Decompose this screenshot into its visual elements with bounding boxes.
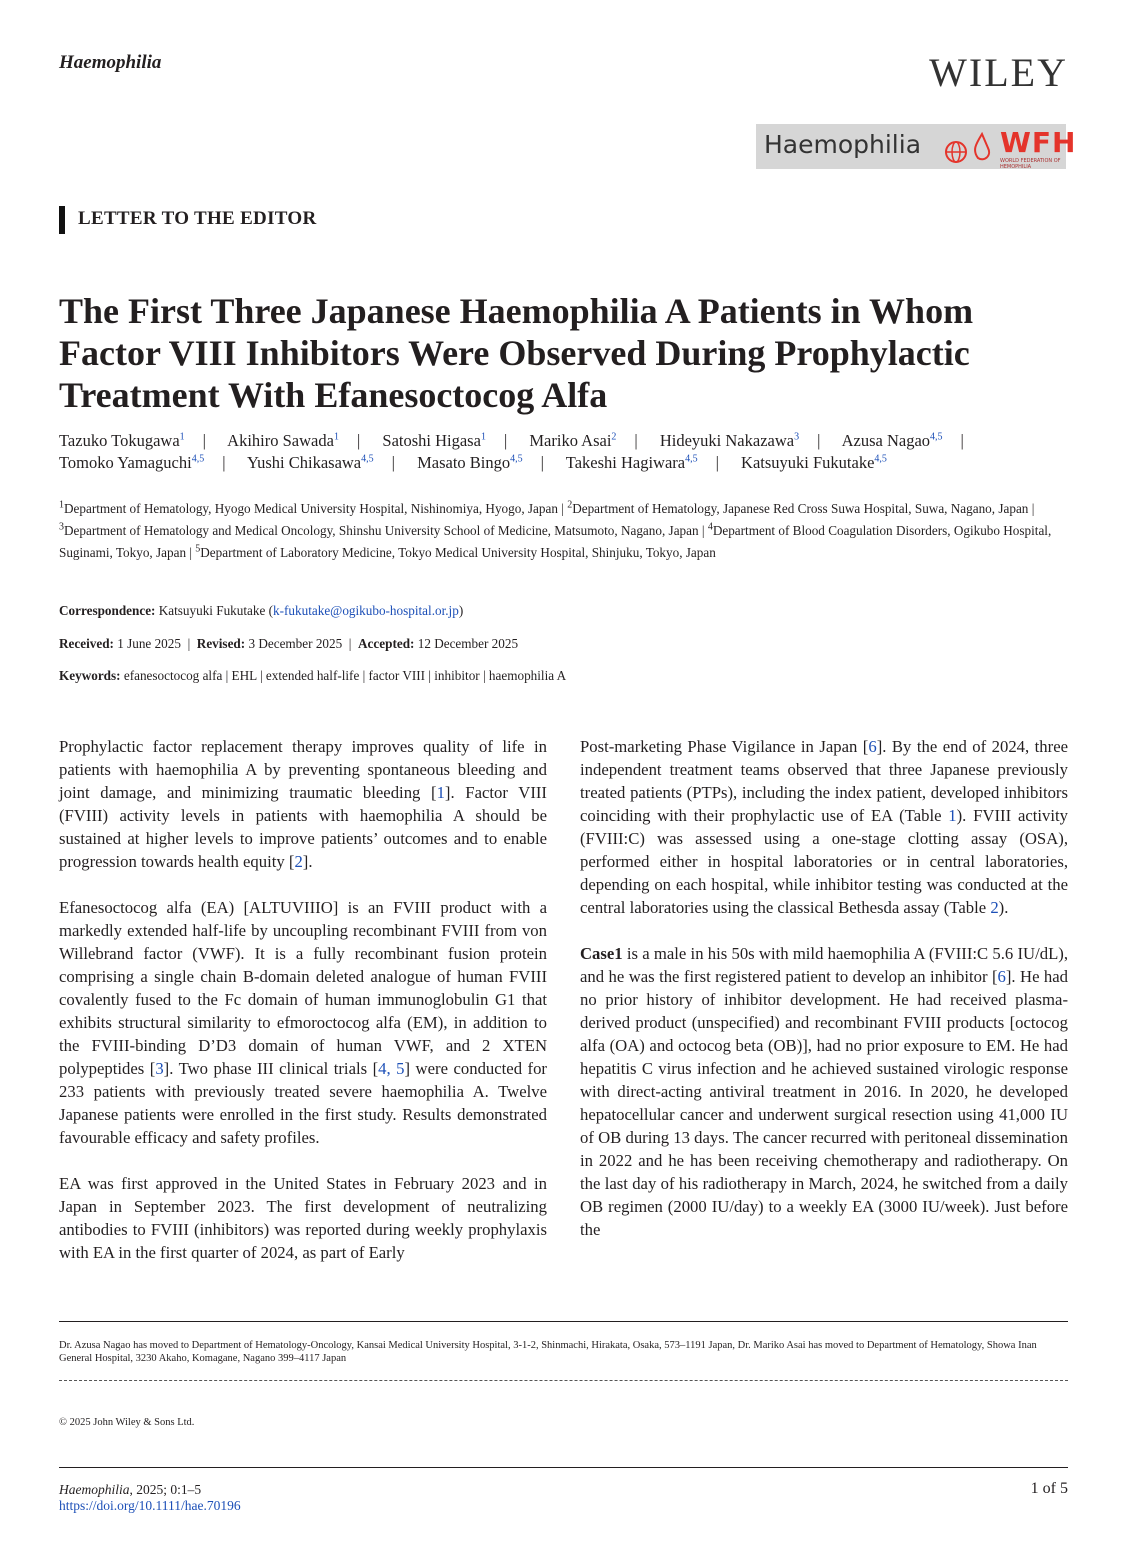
copyright-notice: © 2025 John Wiley & Sons Ltd. xyxy=(59,1417,195,1428)
banner-small-text: WORLD FEDERATION OF HEMOPHILIA xyxy=(1000,158,1061,170)
citation-link[interactable]: 2 xyxy=(294,852,303,871)
page-number: 1 of 5 xyxy=(1030,1480,1068,1497)
correspondence-email-link[interactable]: k-fukutake@ogikubo-hospital.or.jp xyxy=(273,603,459,618)
author[interactable]: Takeshi Hagiwara$^{4,5}$ xyxy=(565,453,698,472)
affiliation: $^1$Department of Hematology, Hyogo Medical University Hospital, Nishinomiya, Hyogo, Japan xyxy=(59,499,558,516)
article-dates: Received: 1 June 2025 | Revised: 3 December 2025 | Accepted: 12 December 2025 xyxy=(59,636,519,651)
paragraph: EA was first approved in the United States in February 2023 and in Japan in September 2023. The first development of neutralizing antibodies to FVIII (inhibitors) was reported during weekly prophylaxis with EA in the first quarter of 2024, as part of Early xyxy=(59,1174,547,1262)
paragraph: Efanesoctocog alfa (EA) [ALTUVIIIO] is an FVIII product with a markedly extended half-life by uncoupling recombinant FVIII from von Willebrand factor (VWF). It is a fully recombinant fusion protein comprising a single chain B-domain deleted analogue of human FVIII covalently fused to the Fc domain of human immunoglobulin G1 that exhibits structural similarity to efmoroctocog alfa (EM), in addition to the FVIII-binding D’D3 domain of human VWF, and 2 XTEN polypeptides [3]. Two phase III clinical trials [4, 5] were conducted for 233 patients with previously treated severe haemophilia A. Twelve Japanese patients were enrolled in the first study. Results demonstrated favourable efficacy and safety profiles. xyxy=(59,898,547,1147)
article-type-label: LETTER TO THE EDITOR xyxy=(78,208,317,229)
table-link[interactable]: 1 xyxy=(948,806,957,825)
paragraph: Post-marketing Phase Vigilance in Japan [6]. By the end of 2024, three independent treatment teams observed that three Japanese previously treated patients (PTPs), including the index patient, developed inhibitors coinciding with their prophylactic use of EA (Table 1). FVIII activity (FVIII:C) was assessed using a one-stage clotting assay (OSA), performed either in hospital laboratories or in central laboratories, depending on each hospital, while inhibitor testing was conducted at the central laboratories using the classical Bethesda assay (Table 2). xyxy=(580,737,1069,917)
author[interactable]: Yushi Chikasawa$^{4,5}$ xyxy=(247,453,374,472)
journal-name: Haemophilia xyxy=(59,52,162,73)
citation-link[interactable]: 1 xyxy=(436,783,445,802)
correspondence: Correspondence: Katsuyuki Fukutake (k-fukutake@ogikubo-hospital.or.jp) xyxy=(59,603,464,618)
citation-link[interactable]: 6 xyxy=(997,967,1006,986)
author[interactable]: Akihiro Sawada$^1$ xyxy=(227,431,339,450)
citation-link[interactable]: 3 xyxy=(155,1059,164,1078)
citation-link[interactable]: 4, 5 xyxy=(378,1059,405,1078)
affiliations: $^1$Department of Hematology, Hyogo Medical University Hospital, Nishinomiya, Hyogo, Japan | $^2$Department of Hematology, Japanese Red Cross Suwa Hospital, Suwa, Nagano, Japan | $^3$Department of Hematology and Medical Oncology, Shinshu University School of Medicine, Matsumoto, Nagano, Japan | $^4$Department of Blood Coagulation Disorders, Ogikubo Hospital, Suginami, Tokyo, Japan | $^5$Department of Laboratory Medicine, Tokyo Medical University Hospital, Shinjuku, Tokyo, Japan xyxy=(59,499,1052,560)
footer-divider xyxy=(59,1467,1068,1468)
author[interactable]: Hideyuki Nakazawa$^3$ xyxy=(659,431,800,450)
banner-journal-text: Haemophilia xyxy=(764,130,922,159)
paragraph: Prophylactic factor replacement therapy improves quality of life in patients with haemophilia A by preventing spontaneous bleeding and joint damage, and minimizing traumatic bleeding [1]. Factor VIII (FVIII) activity levels in patients with haemophilia A should be sustained at higher levels to improve patients’ outcomes and to enable progression towards health equity [2]. xyxy=(59,737,547,871)
article-title: The First Three Japanese Haemophilia A Patients in Whom Factor VIII Inhibitors Were Observed During Prophylactic Treatment With Efanesoctocog Alfa xyxy=(59,291,974,415)
table-link[interactable]: 2 xyxy=(990,898,999,917)
author[interactable]: Tomoko Yamaguchi$^{4,5}$ xyxy=(59,453,205,472)
author-list: Tazuko Tokugawa$^1$ | Akihiro Sawada$^1$ | Satoshi Higasa$^1$ | Mariko Asai$^2$ | Hideyuki Nakazawa$^3$ | Azusa Nagao$^{4,5}$ | Tomoko Yamaguchi$^{4,5}$ | Yushi Chikasawa$^{4,5}$ | Masato Bingo$^{4,5}$ | Takeshi Hagiwara$^{4,5}$ | Katsuyuki Fukutake$^{4,5}$ xyxy=(59,431,964,472)
author[interactable]: Masato Bingo$^{4,5}$ xyxy=(417,453,523,472)
journal-banner[interactable] xyxy=(756,124,1077,170)
keywords: Keywords: efanesoctocog alfa | EHL | extended half-life | factor VIII | inhibitor | haemophilia A xyxy=(59,668,567,683)
author[interactable]: Azusa Nagao$^{4,5}$ xyxy=(841,431,943,450)
footer-citation: Haemophilia, 2025; 0:1–5 xyxy=(59,1482,202,1497)
author-footnote: Dr. Azusa Nagao has moved to Department of Hematology-Oncology, Kansai Medical University Hospital, 3-1-2, Shinmachi, Hirakata, Osaka, 573–1191 Japan, Dr. Mariko Asai has moved to Department of Hematology, Showa Inan General Hospital, 3230 Akaho, Komagane, Nagano 399–4117 Japan xyxy=(59,1340,1037,1364)
affiliation: $^3$Department of Hematology and Medical Oncology, Shinshu University School of Medicine, Matsumoto, Nagano, Japan xyxy=(59,521,699,538)
footnote-divider xyxy=(59,1321,1068,1322)
author[interactable]: Tazuko Tokugawa$^1$ xyxy=(59,431,185,450)
doi-link[interactable]: https://doi.org/10.1111/hae.70196 xyxy=(59,1498,241,1513)
body-column-left xyxy=(59,735,547,1287)
affiliation: $^5$Department of Laboratory Medicine, Tokyo Medical University Hospital, Shinjuku, Tokyo, Japan xyxy=(195,543,716,560)
body-column-right xyxy=(580,735,1068,1264)
author[interactable]: Katsuyuki Fukutake$^{4,5}$ xyxy=(741,453,887,472)
affiliation: $^2$Department of Hematology, Japanese Red Cross Suwa Hospital, Suwa, Nagano, Japan xyxy=(567,499,1029,516)
section-marker-bar xyxy=(59,206,65,234)
banner-wfh-text: WFH xyxy=(1000,126,1077,159)
affiliation: $^4$Department of Blood Coagulation Disorders, Ogikubo Hospital, Suginami, Tokyo, Japan xyxy=(59,521,1052,560)
dashed-divider xyxy=(59,1380,1068,1381)
publisher-logo[interactable]: WILEY xyxy=(929,50,1068,95)
wfh-drop-globe-icon xyxy=(942,132,994,164)
author[interactable]: Mariko Asai$^2$ xyxy=(529,431,617,450)
citation-link[interactable]: 6 xyxy=(868,737,877,756)
author[interactable]: Satoshi Higasa$^1$ xyxy=(382,431,486,450)
paragraph: Case1 is a male in his 50s with mild haemophilia A (FVIII:C 5.6 IU/dL), and he was the first registered patient to develop an inhibitor [6]. He had no prior history of inhibitor development. He had received plasma-derived product (unspecified) and recombinant FVIII products [octocog alfa (OA) and octocog beta (OB)], had no prior exposure to EM. He had hepatitis C virus infection and he achieved sustained virologic response with direct-acting antiviral treatment in 2016. In 2020, he developed hepatocellular cancer and underwent surgical resection using 41,000 IU of OB during 13 days. The cancer recurred with peritoneal dissemination in 2022 and he has been receiving chemotherapy and radiotherapy. On the last day of his radiotherapy in March, 2024, he switched from a daily OB regimen (2000 IU/day) to a weekly EA (3000 IU/week). Just before the xyxy=(580,944,1069,1239)
